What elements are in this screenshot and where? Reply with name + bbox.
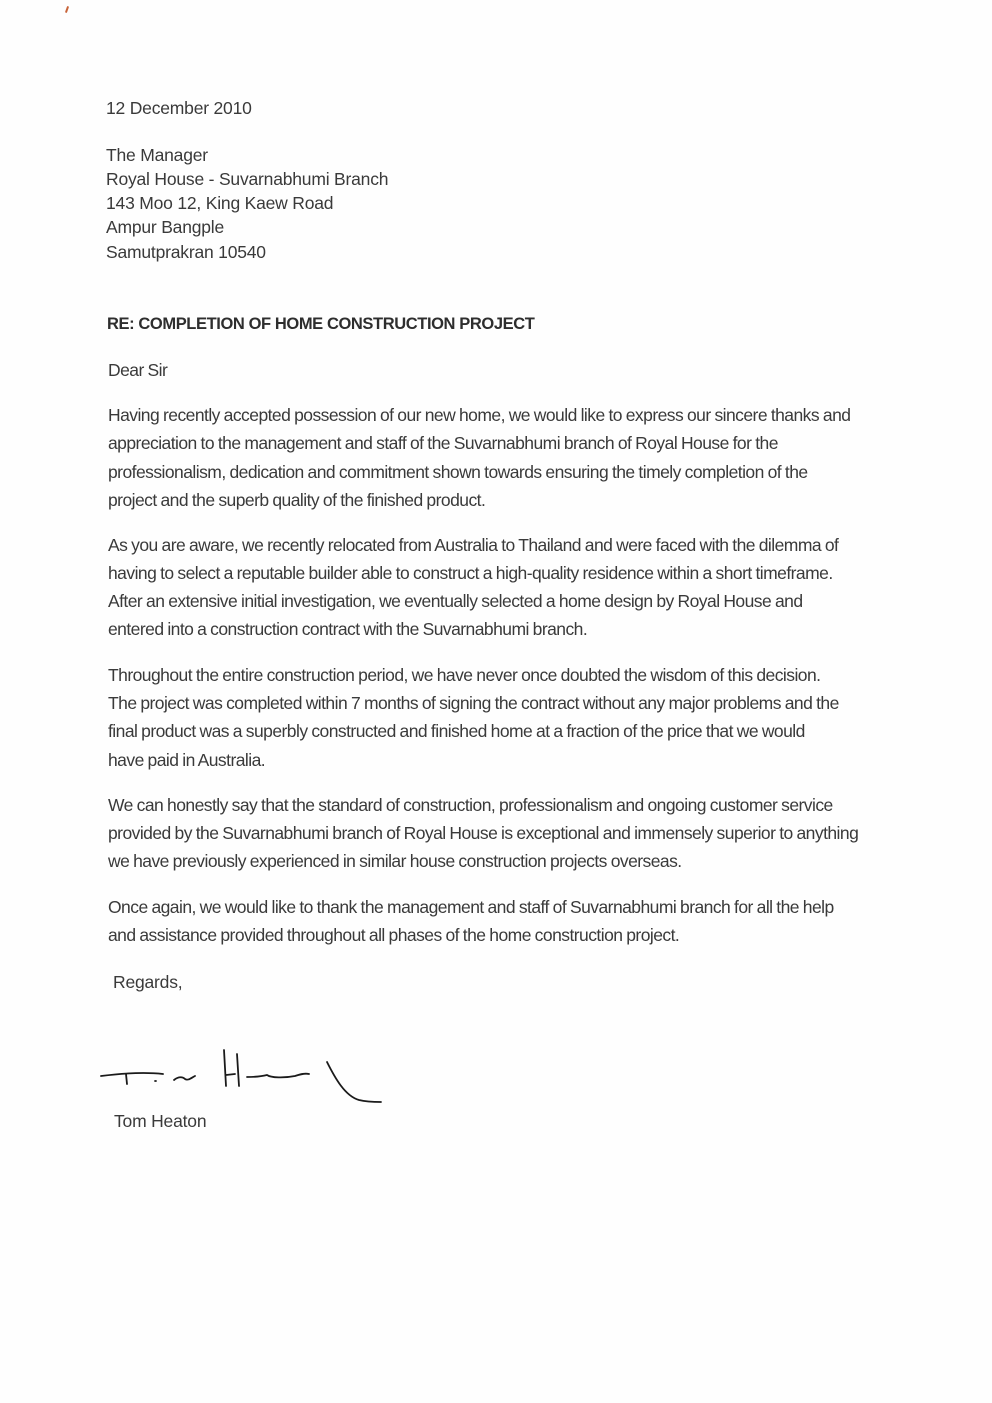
paragraph-line: As you are aware, we recently relocated from Australia to Thailand and were faced with the dilemma of <box>108 535 839 555</box>
scan-speck <box>65 6 69 13</box>
handwritten-signature-icon <box>95 1040 385 1110</box>
recipient-line: The Manager <box>106 145 208 165</box>
recipient-line: 143 Moo 12, King Kaew Road <box>106 193 334 213</box>
salutation: Dear Sir <box>108 360 168 380</box>
recipient-line: Samutprakran 10540 <box>106 242 266 262</box>
subject-line: RE: COMPLETION OF HOME CONSTRUCTION PROJECT <box>107 315 535 333</box>
closing: Regards, <box>113 972 183 992</box>
recipient-line: Ampur Bangple <box>106 217 225 237</box>
paragraph-line: professionalism, dedication and commitment shown towards ensuring the timely completion of the <box>108 462 808 482</box>
paragraph-line: and assistance provided throughout all phases of the home construction project. <box>108 925 680 945</box>
paragraph-line: appreciation to the management and staff of the Suvarnabhumi branch of Royal House for the <box>108 433 778 453</box>
recipient-line: Royal House - Suvarnabhumi Branch <box>106 169 389 189</box>
paragraph-line: Having recently accepted possession of our new home, we would like to express our sincere thanks and <box>108 405 851 425</box>
paragraph-line: provided by the Suvarnabhumi branch of Royal House is exceptional and immensely superior to anything <box>108 823 859 843</box>
paragraph-line: The project was completed within 7 months of signing the contract without any major problems and the <box>108 693 839 713</box>
paragraph-line: We can honestly say that the standard of construction, professionalism and ongoing customer service <box>108 795 833 815</box>
paragraph-line: Throughout the entire construction period, we have never once doubted the wisdom of this decision. <box>108 665 821 685</box>
paragraph-line: final product was a superbly constructed and finished home at a fraction of the price that we would <box>108 721 805 741</box>
paragraph-line: have paid in Australia. <box>108 750 266 770</box>
signatory-name: Tom Heaton <box>114 1111 207 1131</box>
paragraph-line: entered into a construction contract with the Suvarnabhumi branch. <box>108 619 588 639</box>
paragraph-line: project and the superb quality of the finished product. <box>108 490 486 510</box>
paragraph-line: we have previously experienced in similar house construction projects overseas. <box>108 851 682 871</box>
paragraph-line: Once again, we would like to thank the management and staff of Suvarnabhumi branch for all the help <box>108 897 834 917</box>
paragraph-line: having to select a reputable builder able to construct a high-quality residence within a short timeframe. <box>108 563 833 583</box>
letter-date: 12 December 2010 <box>106 98 252 118</box>
paragraph-line: After an extensive initial investigation, we eventually selected a home design by Royal House and <box>108 591 803 611</box>
